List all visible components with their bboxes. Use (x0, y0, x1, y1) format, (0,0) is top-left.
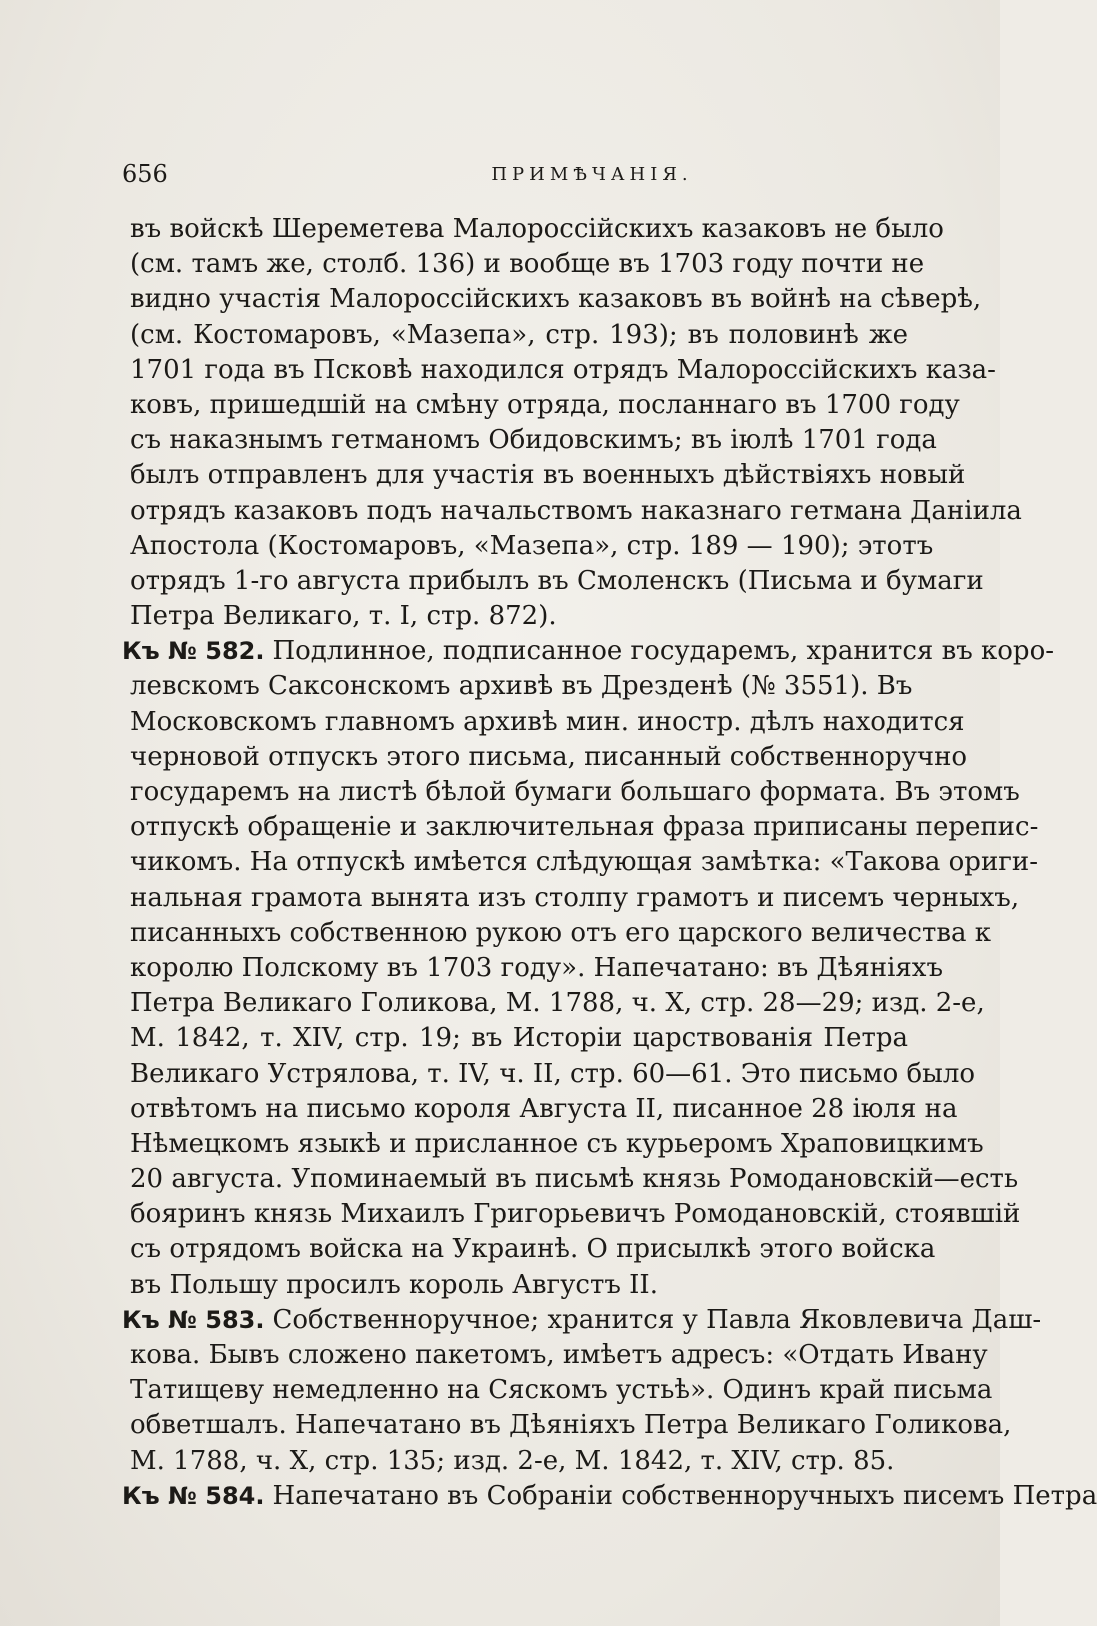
text-line (130, 1373, 993, 1408)
line-text: бояринъ князь Михаилъ Григорьевичъ Ромодановскій, стоявшій (130, 1199, 1021, 1230)
running-title: ПРИМѢЧАНІЯ. (491, 164, 693, 185)
text-line (130, 1162, 1019, 1197)
text-line (130, 458, 966, 493)
line-text: съ отрядомъ войска на Украинѣ. О присылкѣ этого войска (130, 1234, 936, 1265)
note-reference: Къ № 583. (122, 1305, 265, 1334)
text-line (130, 1408, 1012, 1443)
text-line (130, 1057, 976, 1092)
line-text: государемъ на листѣ бѣлой бумаги большаго формата. Въ этомъ (130, 777, 1020, 807)
line-text: писанныхъ собственною рукою отъ его царского величества к (130, 917, 992, 948)
text-line (130, 353, 996, 388)
line-text: чикомъ. На отпускѣ имѣется слѣдующая замѣтка: «Такова ориги- (130, 847, 1039, 878)
text-line (122, 634, 1055, 669)
line-text: отрядъ казаковъ подъ начальствомъ наказнаго гетмана Даніила (130, 495, 1022, 526)
page-number: 656 (122, 160, 168, 188)
text-line (130, 599, 908, 634)
text-line (122, 1479, 1097, 1514)
note-paragraph (122, 1479, 1097, 1514)
text-line (130, 529, 934, 564)
note-paragraph (122, 1303, 1042, 1479)
text-line (130, 282, 982, 317)
text-line (130, 494, 1022, 529)
text-line (130, 247, 925, 282)
line-text: Подлинное, подписанное государемъ, хранится въ коро- (272, 636, 1055, 667)
text-line (130, 388, 960, 423)
text-line (130, 845, 1039, 880)
line-text: черновой отпускъ этого письма, писанный собственноручно (130, 741, 968, 772)
line-text: 20 августа. Упоминаемый въ письмѣ князь Ромодановскій—есть (130, 1164, 1019, 1195)
line-text: 1701 года въ Псковѣ находился отрядъ Малороссійскихъ каза- (130, 354, 996, 385)
text-line (130, 318, 908, 353)
text-line (130, 669, 913, 704)
line-text: Московскомъ главномъ архивѣ мин. иностр. дѣлъ находится (130, 706, 965, 737)
line-text: отрядъ 1-го августа прибылъ въ Смоленскъ (Письма и бумаги (130, 565, 984, 596)
note-reference: Къ № 584. (122, 1481, 265, 1510)
text-line (130, 1444, 908, 1479)
text-line (130, 423, 937, 458)
line-text: съ наказнымъ гетманомъ Обидовскимъ; въ іюлѣ 1701 года (130, 425, 937, 456)
text-line (130, 564, 984, 599)
line-text: левскомъ Саксонскомъ архивѣ въ Дрезденѣ (№ 3551). Въ (130, 671, 913, 702)
line-text: королю Полскому въ 1703 году». Напечатано: въ Дѣяніяхъ (130, 952, 943, 983)
line-text: отвѣтомъ на письмо короля Августа II, писанное 28 іюля на (130, 1093, 958, 1124)
line-text: обветшалъ. Напечатано въ Дѣяніяхъ Петра Великаго Голикова, (130, 1410, 1012, 1441)
continuation-paragraph (130, 212, 1022, 634)
text-line (130, 810, 1039, 845)
line-text: въ войскѣ Шереметева Малороссійскихъ казаковъ не было (130, 214, 944, 244)
text-line (130, 951, 943, 986)
line-text: (см. Костомаровъ, «Мазепа», стр. 193); въ половинѣ же (130, 319, 908, 350)
text-line (130, 740, 968, 775)
text-line (130, 1232, 936, 1267)
line-text: М. 1842, т. XIV, стр. 19; въ Исторіи царствованія Петра (130, 1023, 908, 1054)
line-text: Петра Великаго Голикова, М. 1788, ч. X, стр. 28—29; изд. 2-е, (130, 988, 985, 1019)
line-text: Нѣмецкомъ языкѣ и присланное съ курьеромъ Храповицкимъ (130, 1128, 984, 1159)
text-line (130, 916, 992, 951)
text-line (130, 1021, 908, 1056)
line-text: нальная грамота вынята изъ столпу грамотъ и писемъ черныхъ, (130, 882, 1020, 913)
line-text: Апостола (Костомаровъ, «Мазепа», стр. 189 — 190); этотъ (130, 530, 934, 561)
text-line (130, 1268, 908, 1303)
text-line (130, 881, 1020, 916)
line-text: Петра Великаго, т. I, стр. 872). (130, 601, 557, 632)
line-text: Напечатано въ Собраніи собственноручныхъ писемъ Петра (272, 1480, 1097, 1511)
line-text: Татищеву немедленно на Сяскомъ устьѣ». Одинъ край письма (130, 1375, 993, 1406)
text-line (130, 1092, 958, 1127)
text-line (122, 1303, 1042, 1338)
text-line (130, 212, 944, 247)
page-header (122, 156, 902, 192)
text-line (130, 1197, 1021, 1232)
text-line (130, 1127, 984, 1162)
line-text: кова. Бывъ сложено пакетомъ, имѣетъ адресъ: «Отдать Ивану (130, 1340, 988, 1370)
note-paragraph (122, 634, 1055, 1303)
line-text: въ Польшу просилъ король Августъ II. (130, 1269, 658, 1300)
notes-body (122, 212, 1097, 1514)
note-reference: Къ № 582. (122, 637, 265, 666)
line-text: ковъ, пришедшій на смѣну отряда, посланнаго въ 1700 году (130, 389, 960, 420)
line-text: Великаго Устрялова, т. IV, ч. II, стр. 60—61. Это письмо было (130, 1058, 976, 1089)
text-line (130, 1338, 988, 1373)
line-text: видно участія Малороссійскихъ казаковъ въ войнѣ на сѣверѣ, (130, 284, 982, 315)
text-line (130, 705, 965, 740)
text-line (130, 986, 985, 1021)
line-text: отпускѣ обращеніе и заключительная фраза приписаны перепис- (130, 812, 1039, 843)
line-text: былъ отправленъ для участія въ военныхъ дѣйствіяхъ новый (130, 460, 966, 491)
line-text: (см. тамъ же, столб. 136) и вообще въ 1703 году почти не (130, 249, 925, 280)
line-text: М. 1788, ч. X, стр. 135; изд. 2-е, М. 1842, т. XIV, стр. 85. (130, 1445, 895, 1476)
text-line (130, 775, 1020, 810)
line-text: Собственноручное; хранится у Павла Яковлевича Даш- (272, 1304, 1042, 1335)
